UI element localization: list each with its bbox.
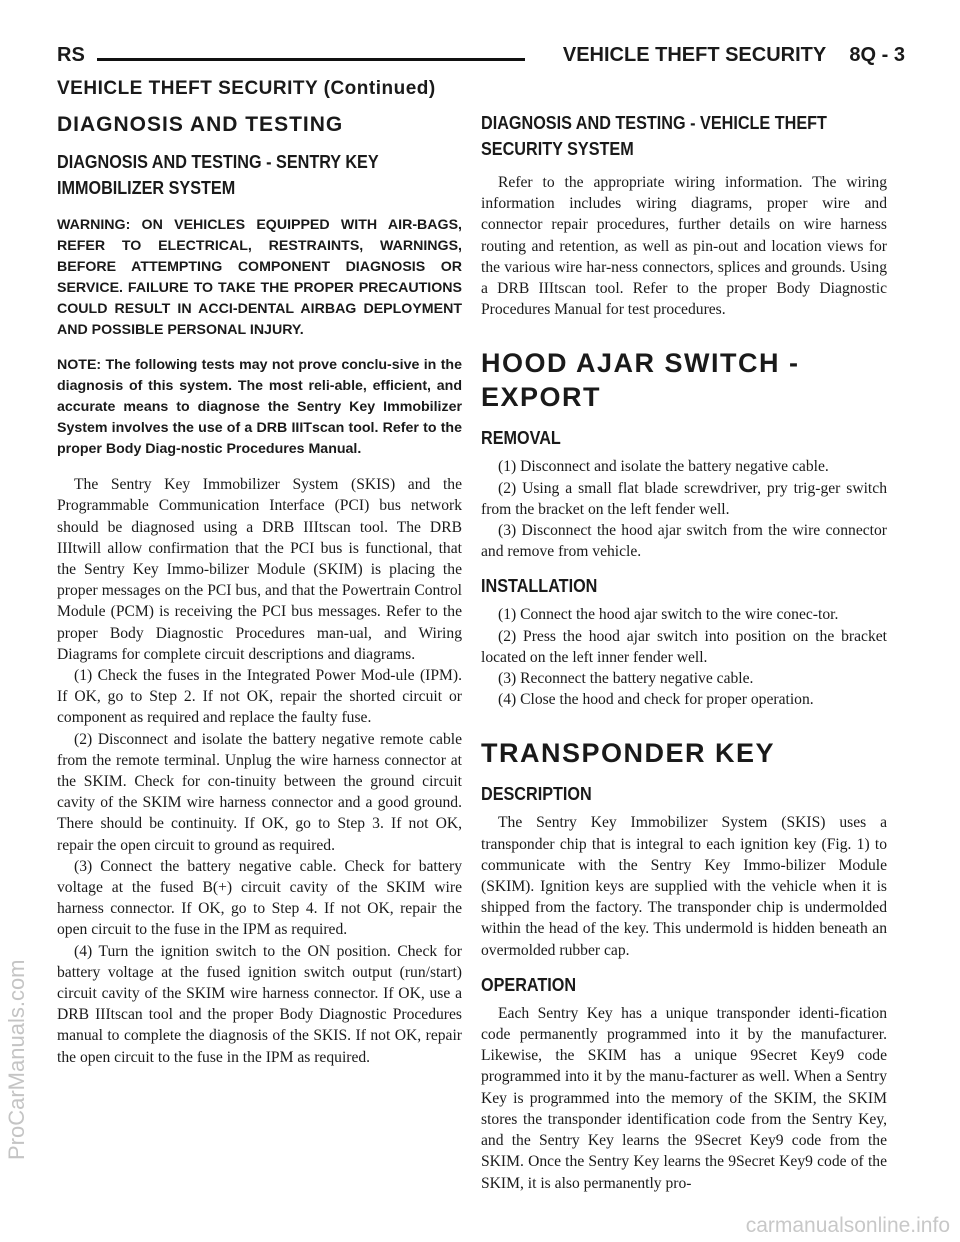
side-watermark: ProCarManuals.com bbox=[4, 959, 29, 1160]
hood-ajar-title: HOOD AJAR SWITCH - EXPORT bbox=[481, 348, 800, 413]
footer-watermark: carmanualsonline.info bbox=[745, 1214, 950, 1237]
right-column bbox=[481, 110, 887, 1194]
diagnosis-heading: DIAGNOSIS AND TESTING bbox=[57, 113, 344, 136]
vts-diagnosis-heading: DIAGNOSIS AND TESTING - VEHICLE THEFT SECURITY SYSTEM bbox=[481, 113, 827, 159]
removal-step-3: (3) Disconnect the hood ajar switch from the wire connector and remove from vehicle. bbox=[481, 522, 887, 561]
install-step-4: (4) Close the hood and check for proper operation. bbox=[498, 691, 814, 709]
page-header bbox=[57, 44, 905, 74]
install-step-2: (2) Press the hood ajar switch into position on the bracket located on the left inner fender well. bbox=[481, 627, 887, 666]
header-section: VEHICLE THEFT SECURITY bbox=[562, 44, 826, 66]
airbag-warning: WARNING: ON VEHICLES EQUIPPED WITH AIR-BAGS, REFER TO ELECTRICAL, RESTRAINTS, WARNINGS, BEFORE ATTEMPTING COMPONENT DIAGNOSIS OR SERVICE. FAILURE TO TAKE THE PROPER PRECAUTIONS COULD RESULT IN ACCI-DENTAL AIRBAG DEPLOYMENT AND POSSIBLE PERSONAL INJURY. bbox=[57, 217, 462, 339]
install-step-3: (3) Reconnect the battery negative cable. bbox=[498, 670, 754, 688]
header-code: RS bbox=[57, 44, 85, 66]
header-page-number: 8Q - 3 bbox=[849, 44, 905, 66]
installation-heading: INSTALLATION bbox=[481, 576, 598, 597]
header-right bbox=[545, 44, 905, 67]
description-paragraph: The Sentry Key Immobilizer System (SKIS) uses a transponder chip that is integral to each ignition key (Fig. 1) to communicate with the Sentry Key Immo-bilizer Module (SKIM). Ignition keys are supplied with the vehicle when it is shipped from the factory. The transponder chip is undermolded within the head of the key. This undermold is hidden beneath an overmolded rubber cap. bbox=[481, 814, 887, 959]
transponder-key-title: TRANSPONDER KEY bbox=[481, 738, 776, 769]
step-3: (3) Connect the battery negative cable. Check for battery voltage at the fused B(+) circuit cavity of the SKIM wire harness connector. If OK, go to Step 4. If not OK, repair the open circuit to the fuse in the IPM as required. bbox=[57, 857, 462, 939]
operation-heading: OPERATION bbox=[481, 974, 577, 995]
removal-step-2: (2) Using a small flat blade screwdriver, pry trig-ger switch from the bracket on the left fender well. bbox=[481, 479, 887, 518]
operation-paragraph: Each Sentry Key has a unique transponder identi-fication code permanently programmed into it by the manufacturer. Likewise, the SKIM has a unique 9Secret Key9 code programmed into it by the manu-facturer as well. When a Sentry Key is programmed into the memory of the SKIM, the SKIM stores the transponder identification code from the Sentry Key, and the Sentry Key learns the 9Secret Key9 code from the SKIM. Once the Sentry Key learns the 9Secret Key9 code of the SKIM, it is also permanently pro- bbox=[481, 1004, 887, 1192]
left-column bbox=[57, 110, 462, 1068]
skis-intro-paragraph: The Sentry Key Immobilizer System (SKIS) and the Programmable Communication Interface (PCI) bus network should be diagnosed using a DRB IIItscan tool. The DRB IIItwill allow confirmation that the PCI bus is functional, that the Sentry Key Immo-bilizer Module (SKIM) is placing the proper messages on the PCI bus, and that the Powertrain Control Module (PCM) is receiving the PCI bus messages. Refer to the proper Body Diagnostic Procedures man-ual, and Wiring Diagrams for complete circuit descriptions and diagrams. bbox=[57, 476, 462, 663]
description-heading: DESCRIPTION bbox=[481, 784, 592, 805]
vts-paragraph: Refer to the appropriate wiring information. The wiring information includes wiring diagrams, proper wire and connector repair procedures, further details on wire harness routing and retention, as well as pin-out and location views for the various wire har-ness connectors, splices and grounds. Using a DRB IIItscan tool. Refer to the proper Body Diagnostic Procedures Manual for test procedures. bbox=[481, 174, 887, 319]
continued-title: VEHICLE THEFT SECURITY (Continued) bbox=[57, 78, 436, 99]
diagnosis-note: NOTE: The following tests may not prove conclu-sive in the diagnosis of this system. The most reli-able, efficient, and accurate means to diagnose the Sentry Key Immobilizer System involves the use of a DRB IIIТscan tool. Refer to the proper Body Diag-nostic Procedures Manual. bbox=[57, 357, 462, 458]
header-rule bbox=[97, 58, 525, 61]
step-4: (4) Turn the ignition switch to the ON position. Check for battery voltage at the fused ignition switch output (run/start) circuit cavity of the SKIM wire harness connector. If OK, use a DRB IIItscan tool and the proper Body Diagnostic Procedures manual to complete the diagnosis of the SKIS. If not OK, repair the open circuit to the fuse in the IPM as required. bbox=[57, 942, 462, 1066]
step-1: (1) Check the fuses in the Integrated Power Mod-ule (IPM). If OK, go to Step 2. If not OK, repair the shorted circuit or component as required and replace the faulty fuse. bbox=[57, 667, 462, 727]
skis-diagnosis-heading: DIAGNOSIS AND TESTING - SENTRY KEY IMMOBILIZER SYSTEM bbox=[57, 152, 379, 199]
install-step-1: (1) Connect the hood ajar switch to the wire conec-tor. bbox=[498, 606, 839, 624]
removal-heading: REMOVAL bbox=[481, 428, 561, 449]
step-2: (2) Disconnect and isolate the battery negative remote cable from the remote terminal. Unplug the wire harness connector at the SKIM. Check for con-tinuity between the ground circuit cavity of the SKIM wire harness connector and a good ground. There should be continuity. If OK, go to Step 3. If not OK, repair the open circuit to ground as required. bbox=[57, 730, 462, 854]
removal-step-1: (1) Disconnect and isolate the battery negative cable. bbox=[498, 458, 829, 476]
